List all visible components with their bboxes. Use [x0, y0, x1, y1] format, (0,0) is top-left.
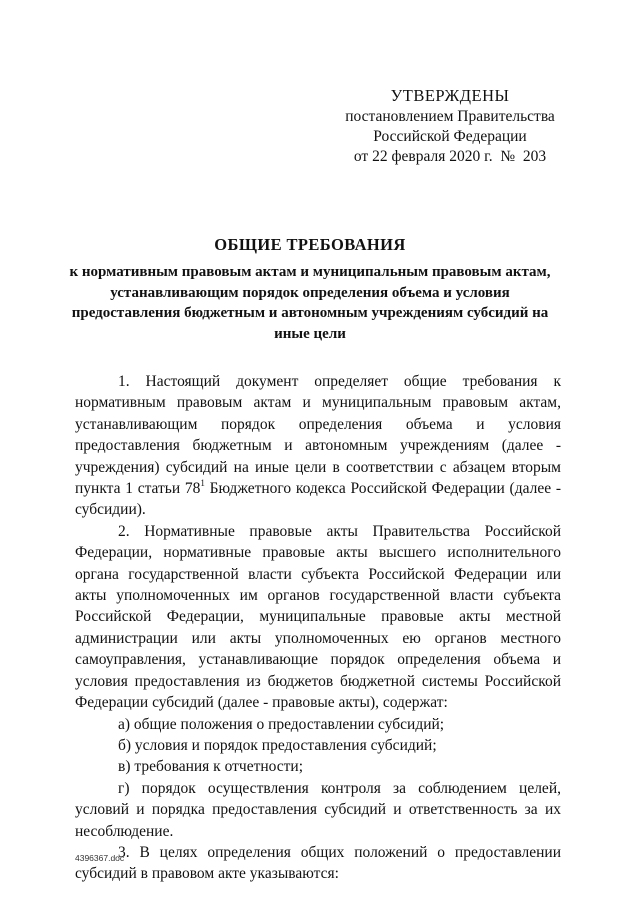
list-item-c: в) требования к отчетности;: [118, 758, 304, 776]
list-item-d: г) порядок осуществления контроля за соблюдением целей, условий и порядка предоставления субсидий и ответственность за их несоблюдение.: [75, 779, 561, 840]
paragraph-1-tail: Бюджетного кодекса Российской Федерации (далее - субсидии).: [75, 480, 561, 519]
list-item-b: б) условия и порядок предоставления субсидий;: [118, 736, 437, 754]
document-file-id: 4396367.doc: [75, 853, 125, 863]
document-body: [75, 371, 561, 885]
document-heading: [60, 234, 560, 344]
paragraph-1-text: 1. Настоящий документ определяет общие требования к нормативным правовым актам и муниципальным правовым актам, устанавливающим порядок определения объема и условия предоставления бюджетным и автономным учреждениям (далее - учреждения) субсидий на иные цели в соответствии с абзацем вторым пункта 1 статьи 78: [75, 373, 561, 498]
paragraph-2: 2. Нормативные правовые акты Правительства Российской Федерации, нормативные правовые акты высшего исполнительного органа государственной власти субъекта Российской Федерации или акты уполномоченных им органов государственной власти субъекта Российской Федерации, муниципальные правовые акты местной администрации или акты уполномоченных ею органов местного самоуправления, устанавливающие порядок определения объема и условия предоставления из бюджетов бюджетной системы Российской Федерации субсидий (далее - правовые акты), содержат:: [75, 522, 561, 712]
approval-block: [300, 86, 600, 167]
approval-line-date-number: от 22 февраля 2020 г. № 203: [353, 148, 547, 165]
approval-title: УТВЕРЖДЕНЫ: [390, 86, 510, 105]
paragraph-1: [75, 371, 561, 521]
approval-line-government: Российской Федерации: [373, 128, 527, 145]
list-item-a: а) общие положения о предоставлении субсидий;: [118, 715, 445, 733]
document-title: ОБЩИЕ ТРЕБОВАНИЯ: [214, 235, 406, 254]
paragraph-3: 3. В целях определения общих положений о предоставлении субсидий в правовом акте указываются:: [75, 843, 561, 883]
approval-line-resolution: постановлением Правительства: [345, 108, 555, 125]
paragraph-1-superscript: 1: [200, 478, 205, 489]
document-subtitle: к нормативным правовым актам и муниципальным правовым актам, устанавливающим порядок определения объема и условия предоставления бюджетным и автономным учреждениям субсидий на иные цели: [69, 264, 551, 342]
